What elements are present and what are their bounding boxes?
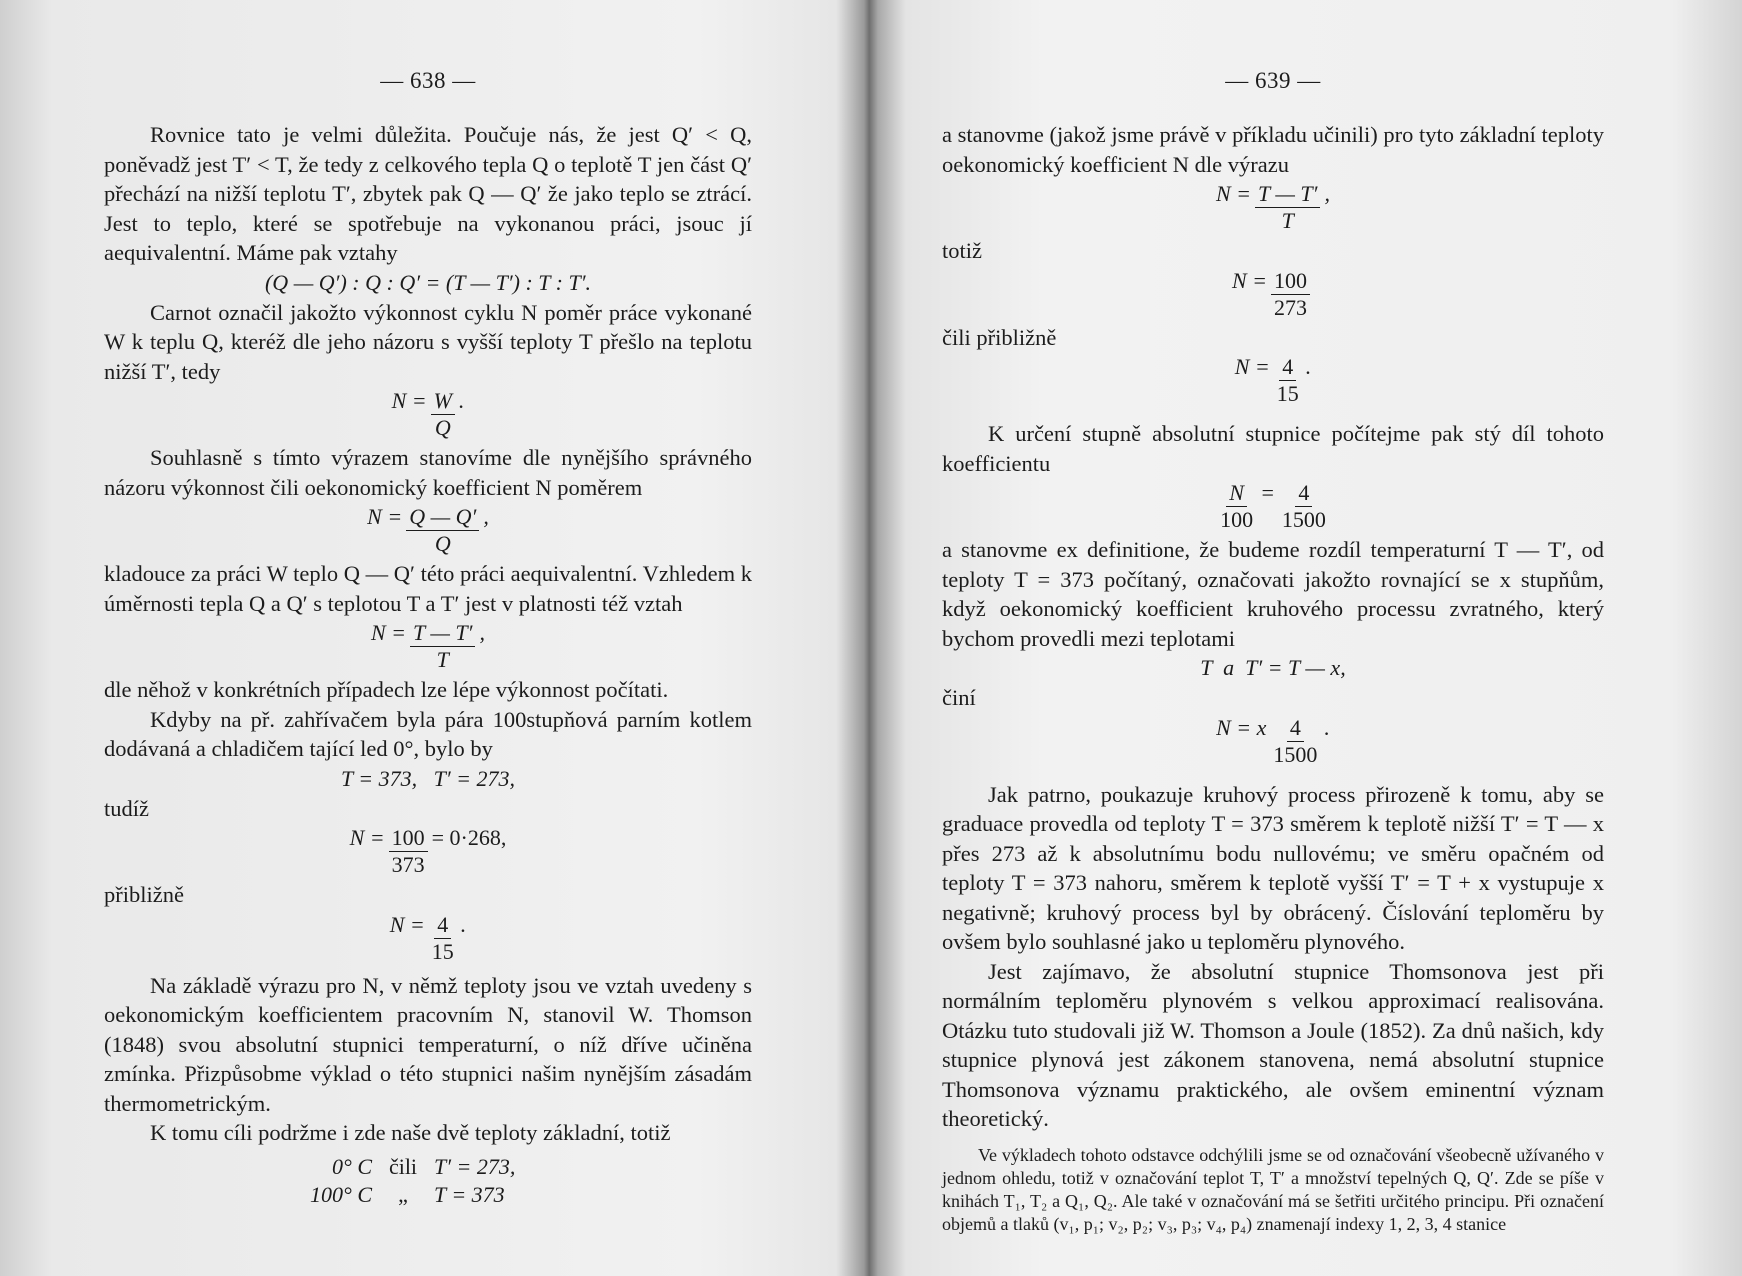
paragraph: Na základě výrazu pro N, v němž teploty jsou ve vztah uvedeny s oekonomickým koefficientem pracovním N, stanovil W. Thomson (1848) svou absolutní stupnici temperaturní, o níž dříve učiněna zmínka. Přizpůsobme výklad o této stupnici našim nynějším zásadám thermometrickým. [104,972,752,1116]
right-page [880,0,1742,1276]
equation-lhs: N = x [1216,714,1267,740]
fraction-numerator: 4 [1287,715,1304,742]
equation-end: . [458,388,465,413]
equation-text: T′ = 273, [434,1153,516,1179]
equation [942,655,1604,681]
equation-lhs: N = [367,504,403,529]
fraction-numerator: T — T′ [1255,181,1320,208]
fraction [431,388,455,441]
equation-text: T a T′ = T — x, [1200,655,1346,680]
equation-lhs: N = [1231,267,1268,293]
fraction-numerator: W [431,388,455,415]
fraction-numerator: 100 [1271,268,1310,295]
fraction [1274,354,1302,407]
equation-end: . [1305,354,1312,379]
equation-lhs: N = [1216,181,1252,206]
paragraph: kladouce za práci W teplo Q — Q′ této práci aequivalentní. Vzhledem k úměrnosti tepla Q a Q′ s teplotou T a T′ jest v platnosti též vztah [104,561,752,616]
fraction-denominator: 1500 [1281,507,1326,532]
footnote: Ve výkladech tohoto odstavce odchýlili jsme se od označování všeobecně užívaného v jednom ohledu, totiž v označování teplot T, T′ a množství tepelných Q, Q′. Zde se píše v knihách T₁, T₂ a Q₁, Q₂. Ale také v označování má se šetřiti určitého principu. Při označení objemů a tlaků (v₁, p₁; v₂, p₂; v₃, p₃; v₄, p₄) znamenají indexy 1, 2, 3, 4 stanice [942,1144,1604,1234]
equation [104,1182,752,1208]
left-page [0,0,862,1276]
fraction-denominator: T [436,647,449,672]
paragraph: K určení stupně absolutní stupnice počítejme pak stý díl tohoto koefficientu [942,421,1604,476]
equation [942,480,1604,533]
equation-end: , [479,620,485,645]
equation-text: (Q — Q′) : Q : Q′ = (T — T′) : T : T′. [264,269,592,295]
label: čili přibližně [942,324,1057,350]
equation [104,766,752,792]
equation [104,620,752,673]
paragraph: Carnot označil jakožto výkonnost cyklu N poměr práce vykonané W k teplu Q, kteréž dle jeho názoru s vyšší teploty T přešlo na teplotu nižší T′, tedy [104,299,752,384]
fraction [389,825,428,878]
fraction [1217,480,1256,533]
paragraph: Souhlasně s tímto výrazem stanovíme dle nynějšího správného názoru výkonnost čili oekonomický koefficient N poměrem [104,445,752,500]
equation-end: , [483,504,489,529]
fraction [1271,268,1310,321]
equation [104,912,752,965]
equation-lhs: N = [389,911,425,937]
fraction [410,620,475,673]
label: přibližně [104,882,184,907]
fraction-numerator: 4 [434,912,451,939]
fraction-denominator: 373 [391,852,425,877]
equation-end: . [460,911,467,937]
equation [942,354,1604,407]
fraction-numerator: T — T′ [410,620,475,647]
equation-text: T = 373 [434,1181,505,1207]
label: činí [942,685,976,710]
equation-end: = 0·268, [431,825,507,850]
fraction-denominator: 1500 [1273,741,1318,767]
fraction-denominator: 273 [1274,294,1308,320]
paragraph: a stanovme ex definitione, že budeme rozdíl temperaturní T — T′, od teploty T = 373 počítaný, označovati jakožto rovnající se x stupňům, když oekonomický koefficient kruhového processu zvratného, který bychom provedli mezi teplotami [942,537,1604,651]
fraction-numerator: 4 [1295,480,1312,507]
label: totiž [942,238,982,263]
equation [104,825,752,878]
fraction-numerator: 4 [1279,354,1296,381]
paragraph: dle něhož v konkrétních případech lze lépe výkonnost počítati. [104,677,669,702]
paragraph: Jak patrno, poukazuje kruhový process přirozeně k tomu, aby se graduace provedla od teploty T = 373 směrem k teplotě nižší T′ = T — x přes 273 až k absolutnímu bodu nullovému; ve směru opačném od teploty T = 373 nahoru, směrem k teplotě vyšší T′ = T + x vystupuje x negativně; kruhový process byl by obrácený. Číslování teploměru by ovšem bylo souhlasné jako u teploměru plynového. [942,781,1604,954]
fraction [429,912,457,965]
equation-end: , [1324,181,1330,206]
fraction-numerator: N [1226,480,1247,507]
equation-text: 0° C [332,1153,372,1179]
label: tudíž [104,795,149,821]
paragraph: Jest zajímavo, že absolutní stupnice Thomsonova jest při normálním teploměru plynovém s velkou approximací realisována. Otázku tuto studovali již W. Thomson a Joule (1852). Za dnů našich, kdy stupnice plynová jest zákonem stanovena, nemá absolutní stupnice Thomsonova významu praktického, ale ovšem eminentní význam theoretický. [942,958,1604,1131]
equation [104,1154,752,1180]
paragraph: Rovnice tato je velmi důležita. Poučuje nás, že jest Q′ < Q, poněvadž jest T′ < T, že tedy z celkového tepla Q o teplotě T jen část Q′ přechází na nižší teplotu T′, zbytek pak Q — Q′ že jako teplo se ztrácí. Jest to teplo, které se spotřebuje na vykonanou práci, jsouc jí aequivalentní. Máme pak vztahy [104,122,752,265]
equation-lhs: N = [371,620,407,645]
equation-equals: = [1260,480,1275,505]
equation [942,181,1604,234]
fraction-denominator: 15 [431,938,454,964]
fraction [406,504,479,557]
fraction-numerator: Q — Q′ [406,504,479,531]
fraction-denominator: T [1281,208,1294,233]
equation-text: čili [388,1153,418,1179]
equation [942,268,1604,321]
page-number: — 638 — [380,68,476,93]
equation-lhs: N = [349,825,385,850]
fraction-denominator: 100 [1220,507,1254,532]
fraction-denominator: 15 [1276,381,1299,406]
paragraph: Kdyby na př. zahřívačem byla pára 100stupňová parním kotlem dodávaná a chladičem tající led 0°, bylo by [104,706,752,761]
fraction [1279,480,1329,533]
equation [104,388,752,441]
equation-lhs: N = [1234,354,1270,379]
paragraph: K tomu cíli podržme i zde naše dvě teploty základní, totiž [150,1120,671,1145]
fraction-numerator: 100 [389,825,428,852]
equation [942,715,1604,768]
equation-text: „ [398,1181,408,1207]
equation-text: 100° C [310,1181,372,1207]
equation [104,504,752,557]
page-number: — 639 — [1225,68,1321,93]
equation-end: . [1324,714,1330,740]
equation [104,270,752,296]
fraction-denominator: Q [434,415,451,440]
equation-text: T = 373, T′ = 273, [340,765,516,791]
fraction [1255,181,1320,234]
paragraph: a stanovme (jakož jsme právě v příkladu učinili) pro tyto základní teploty oekonomický koefficient N dle výrazu [942,122,1604,177]
fraction [1270,715,1320,768]
equation-lhs: N = [391,388,427,413]
fraction-denominator: Q [434,531,451,556]
